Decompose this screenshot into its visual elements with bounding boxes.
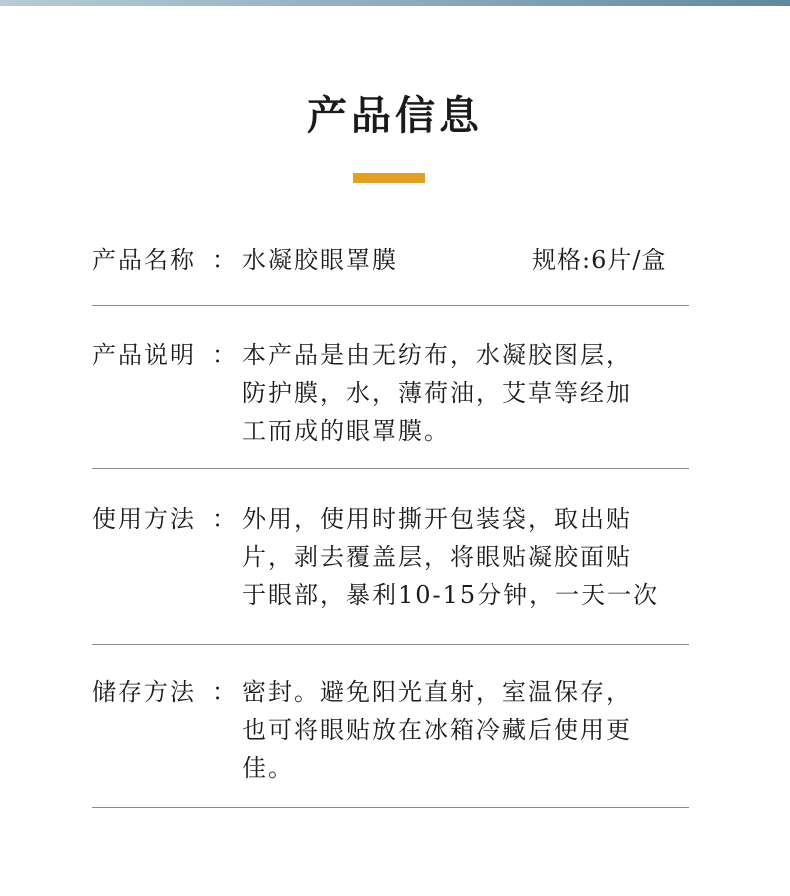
value-line: 片，剥去覆盖层，将眼贴凝胶面贴 <box>242 543 632 571</box>
title-underline <box>353 173 425 183</box>
value-line: 本产品是由无纺布，水凝胶图层， <box>242 341 632 369</box>
row-divider <box>92 468 689 469</box>
row-divider <box>92 644 689 645</box>
row-value <box>242 336 702 450</box>
row-label: 产品名称 <box>92 246 196 274</box>
page-title: 产品信息 <box>307 92 483 139</box>
row-divider <box>92 305 689 306</box>
row-colon: ： <box>212 505 236 533</box>
row-label: 使用方法 <box>92 505 196 533</box>
row-value <box>242 673 702 787</box>
row-colon: ： <box>212 678 236 706</box>
value-line: 外用，使用时撕开包装袋，取出贴 <box>242 505 632 533</box>
value-line: 佳。 <box>242 754 294 782</box>
row-label: 储存方法 <box>92 678 196 706</box>
value-line: 工而成的眼罩膜。 <box>242 417 450 445</box>
value-line: 于眼部，暴利10-15分钟，一天一次 <box>242 581 660 609</box>
value-line: 密封。避免阳光直射，室温保存， <box>242 678 632 706</box>
spec-text: 规格:6片/盒 <box>532 246 667 274</box>
row-value <box>242 500 702 614</box>
row-divider <box>92 807 689 808</box>
value-line: 防护膜，水，薄荷油，艾草等经加 <box>242 379 632 407</box>
top-accent-bar <box>0 0 790 6</box>
value-line: 也可将眼贴放在冰箱冷藏后使用更 <box>242 716 632 744</box>
row-colon: ： <box>212 246 236 274</box>
row-colon: ： <box>212 341 236 369</box>
value-line: 水凝胶眼罩膜 <box>242 246 398 274</box>
row-label: 产品说明 <box>92 341 196 369</box>
